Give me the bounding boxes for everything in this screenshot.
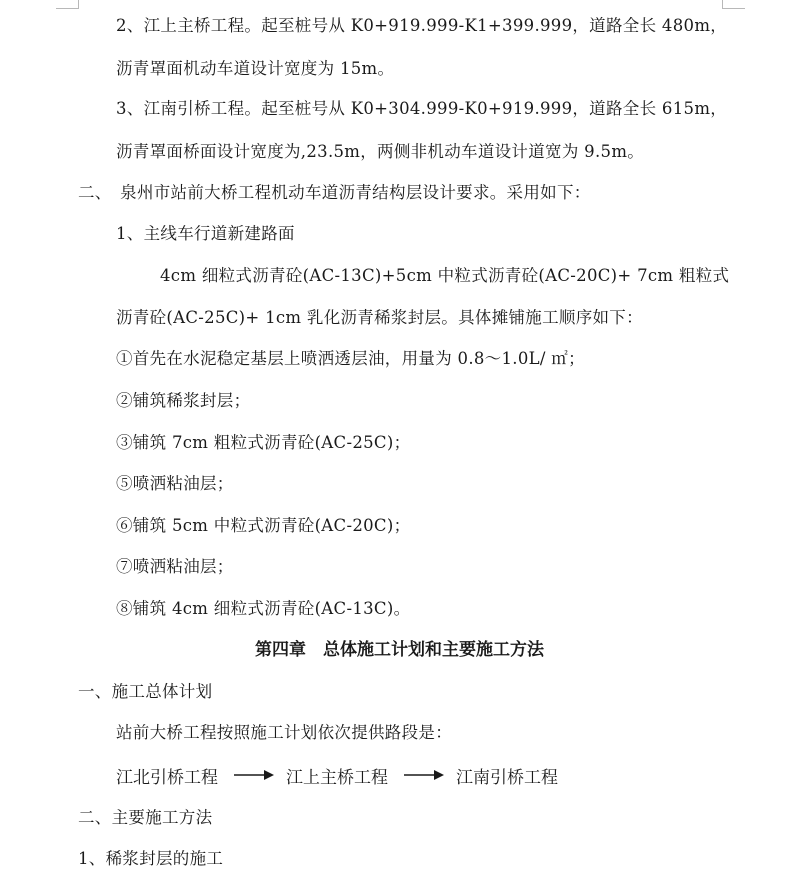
list-item: ①首先在水泥稳定基层上喷洒透层油，用量为 0.8～1.0L/ ㎡； — [116, 349, 585, 368]
chapter-heading: 第四章 总体施工计划和主要施工方法 — [255, 640, 544, 660]
paragraph-line: 2、江上主桥工程。起至桩号从 K0+919.999-K1+399.999，道路全长 480m， — [116, 16, 728, 35]
flow-step: 江北引桥工程 — [116, 767, 218, 788]
section-title: 二、主要施工方法 — [78, 808, 213, 827]
paragraph-line: 沥青罩面机动车道设计宽度为 15m。 — [116, 59, 395, 78]
page-corner-mark-right — [722, 0, 745, 9]
list-item: ⑧铺筑 4cm 细粒式沥青砼(AC-13C)。 — [116, 599, 411, 618]
paragraph-line: 沥青砼(AC-25C)+ 1cm 乳化沥青稀浆封层。具体摊铺施工顺序如下： — [116, 308, 643, 327]
list-item: ②铺筑稀浆封层； — [116, 391, 251, 410]
list-item: ⑥铺筑 5cm 中粒式沥青砼(AC-20C)； — [116, 516, 411, 535]
page-corner-mark-left — [56, 0, 79, 9]
right-arrow-icon — [404, 768, 444, 782]
list-item: ⑤喷洒粘油层； — [116, 474, 234, 493]
paragraph-line: 4cm 细粒式沥青砼(AC-13C)+5cm 中粒式沥青砼(AC-20C)+ 7cm 粗粒式 — [160, 266, 730, 285]
paragraph-line: 3、江南引桥工程。起至桩号从 K0+304.999-K0+919.999，道路全长 615m， — [116, 99, 728, 118]
list-item: ⑦喷洒粘油层； — [116, 557, 234, 576]
section-heading-line: 二、 泉州市站前大桥工程机动车道沥青结构层设计要求。采用如下： — [78, 183, 591, 202]
right-arrow-icon — [234, 768, 274, 782]
subsection-line: 1、主线车行道新建路面 — [116, 224, 295, 243]
flow-step: 江上主桥工程 — [286, 767, 388, 788]
subsection-title: 1、稀浆封层的施工 — [78, 849, 224, 868]
construction-sequence-flow — [116, 764, 558, 786]
paragraph-line: 站前大桥工程按照施工计划依次提供路段是： — [116, 723, 452, 742]
list-item: ③铺筑 7cm 粗粒式沥青砼(AC-25C)； — [116, 433, 411, 452]
flow-step: 江南引桥工程 — [456, 767, 558, 788]
paragraph-line: 沥青罩面桥面设计宽度为,23.5m，两侧非机动车道设计道宽为 9.5m。 — [116, 142, 645, 161]
section-title: 一、施工总体计划 — [78, 682, 213, 701]
